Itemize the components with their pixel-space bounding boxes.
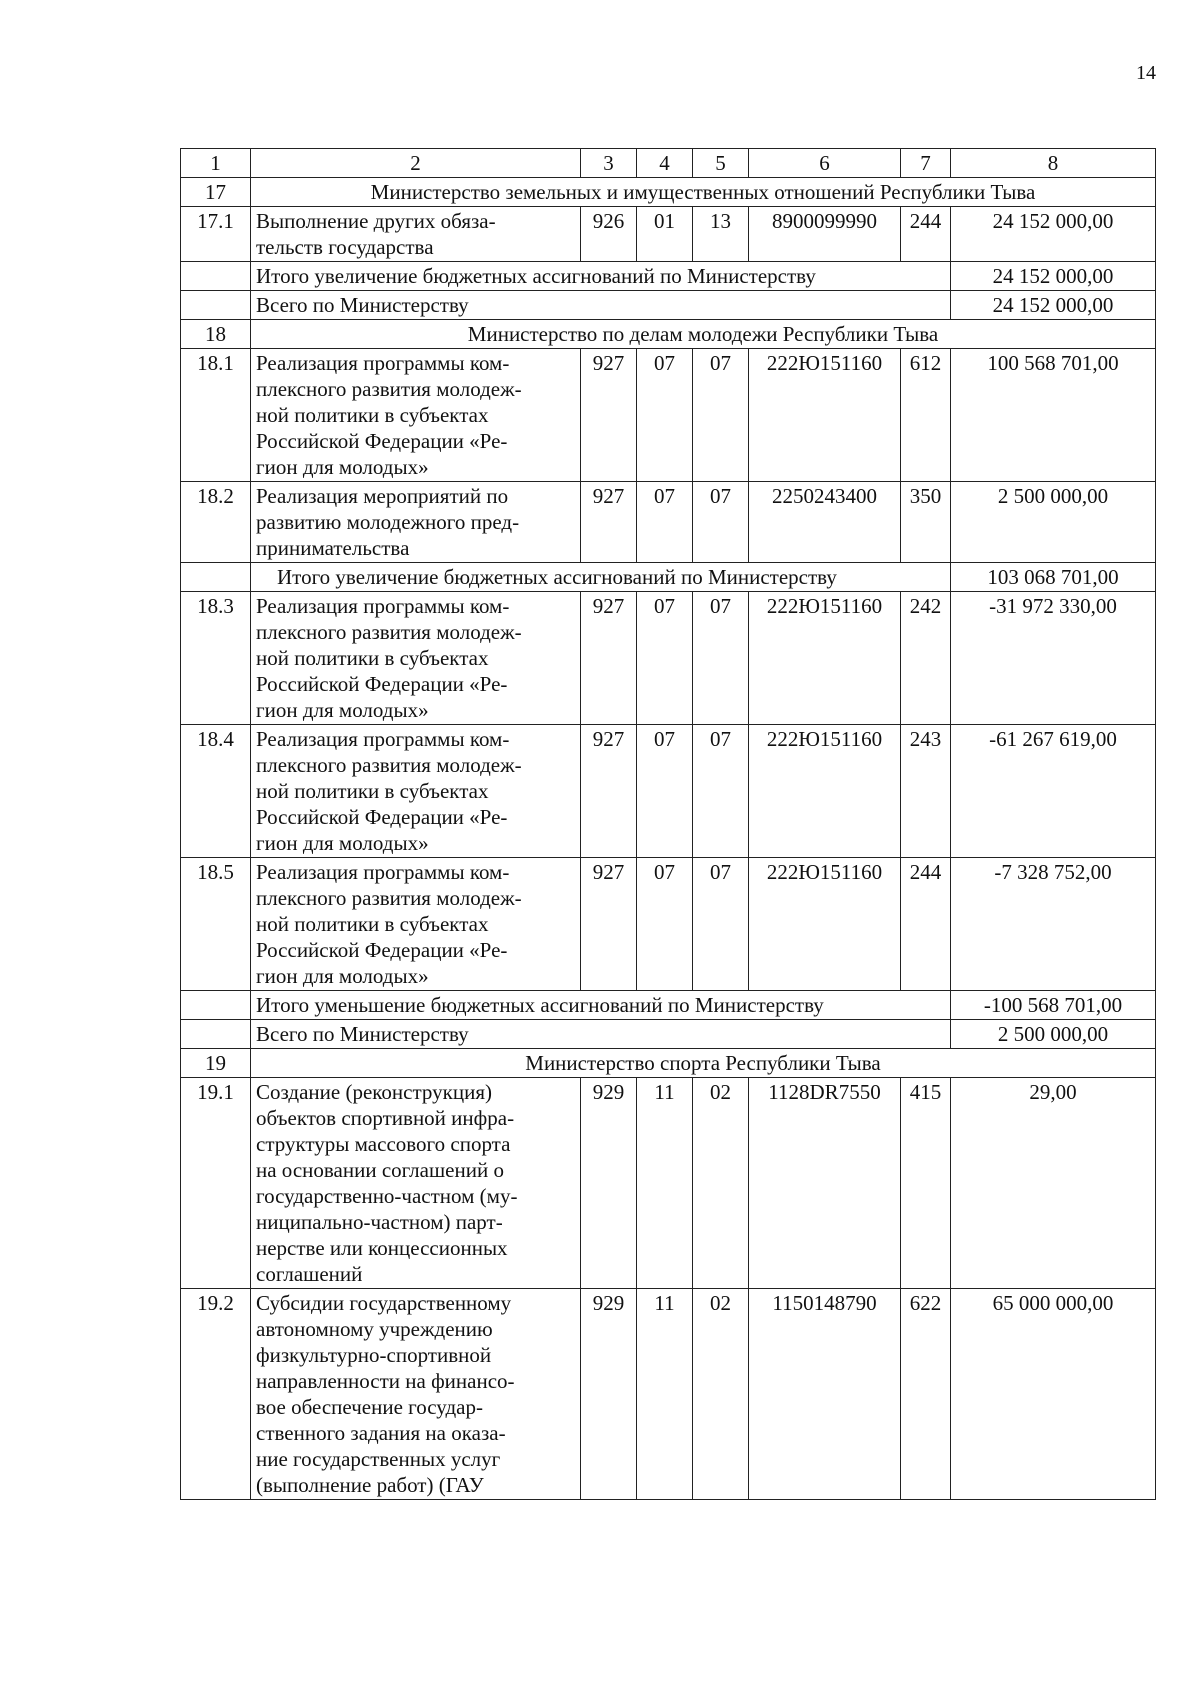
table-row bbox=[181, 1289, 1156, 1500]
expense-type-code: 244 bbox=[901, 858, 951, 991]
section-title: Министерство спорта Республики Тыва bbox=[251, 1049, 1156, 1078]
table-row bbox=[181, 349, 1156, 482]
target-article-code: 2250243400 bbox=[749, 482, 901, 563]
total-row bbox=[181, 563, 1156, 592]
total-amount: 2 500 000,00 bbox=[951, 1020, 1156, 1049]
subsection-code: 07 bbox=[693, 349, 749, 482]
subsection-code: 02 bbox=[693, 1289, 749, 1500]
total-amount: 24 152 000,00 bbox=[951, 291, 1156, 320]
subsection-code: 02 bbox=[693, 1078, 749, 1289]
total-row bbox=[181, 1020, 1156, 1049]
column-header-8: 8 bbox=[951, 149, 1156, 178]
ministry-code: 927 bbox=[581, 858, 637, 991]
row-description: Реализация программы ком- плексного развития молодеж- ной политики в субъектах Российской Федерации «Ре- гион для молодых» bbox=[251, 592, 581, 725]
ministry-code: 926 bbox=[581, 207, 637, 262]
target-article-code: 222Ю151160 bbox=[749, 858, 901, 991]
table-row bbox=[181, 858, 1156, 991]
amount: 65 000 000,00 bbox=[951, 1289, 1156, 1500]
row-description: Выполнение других обяза- тельств государства bbox=[251, 207, 581, 262]
section-code: 01 bbox=[637, 207, 693, 262]
amount: 29,00 bbox=[951, 1078, 1156, 1289]
budget-allocation-table bbox=[180, 148, 1156, 1500]
table-row bbox=[181, 207, 1156, 262]
section-number: 17 bbox=[181, 178, 251, 207]
total-label: Итого увеличение бюджетных ассигнований по Министерству bbox=[251, 262, 951, 291]
total-label: Итого увеличение бюджетных ассигнований по Министерству bbox=[251, 563, 951, 592]
section-code: 07 bbox=[637, 725, 693, 858]
total-amount: -100 568 701,00 bbox=[951, 991, 1156, 1020]
section-title: Министерство земельных и имущественных отношений Республики Тыва bbox=[251, 178, 1156, 207]
page-number: 14 bbox=[1136, 62, 1156, 84]
amount: 2 500 000,00 bbox=[951, 482, 1156, 563]
column-header-4: 4 bbox=[637, 149, 693, 178]
column-header-5: 5 bbox=[693, 149, 749, 178]
row-description: Реализация программы ком- плексного развития молодеж- ной политики в субъектах Российской Федерации «Ре- гион для молодых» bbox=[251, 858, 581, 991]
section-code: 07 bbox=[637, 482, 693, 563]
expense-type-code: 243 bbox=[901, 725, 951, 858]
target-article-code: 222Ю151160 bbox=[749, 592, 901, 725]
subsection-code: 07 bbox=[693, 725, 749, 858]
amount: -7 328 752,00 bbox=[951, 858, 1156, 991]
subsection-code: 13 bbox=[693, 207, 749, 262]
total-amount: 24 152 000,00 bbox=[951, 262, 1156, 291]
target-article-code: 8900099990 bbox=[749, 207, 901, 262]
ministry-code: 929 bbox=[581, 1289, 637, 1500]
target-article-code: 1150148790 bbox=[749, 1289, 901, 1500]
section-number: 18 bbox=[181, 320, 251, 349]
empty-cell bbox=[181, 291, 251, 320]
row-description: Субсидии государственному автономному учреждению физкультурно-спортивной направленности на финансо- вое обеспечение государ- ственного задания на оказа- ние государственных услуг (выполнение работ) (ГАУ bbox=[251, 1289, 581, 1500]
expense-type-code: 242 bbox=[901, 592, 951, 725]
empty-cell bbox=[181, 1020, 251, 1049]
ministry-code: 929 bbox=[581, 1078, 637, 1289]
total-label: Итого уменьшение бюджетных ассигнований по Министерству bbox=[251, 991, 951, 1020]
subsection-code: 07 bbox=[693, 482, 749, 563]
total-row bbox=[181, 262, 1156, 291]
subsection-code: 07 bbox=[693, 858, 749, 991]
column-header-3: 3 bbox=[581, 149, 637, 178]
table-row bbox=[181, 725, 1156, 858]
table-row bbox=[181, 592, 1156, 725]
expense-type-code: 350 bbox=[901, 482, 951, 563]
row-number: 17.1 bbox=[181, 207, 251, 262]
row-description: Реализация программы ком- плексного развития молодеж- ной политики в субъектах Российской Федерации «Ре- гион для молодых» bbox=[251, 349, 581, 482]
amount: 24 152 000,00 bbox=[951, 207, 1156, 262]
row-number: 18.4 bbox=[181, 725, 251, 858]
column-header-7: 7 bbox=[901, 149, 951, 178]
row-number: 19.1 bbox=[181, 1078, 251, 1289]
ministry-code: 927 bbox=[581, 725, 637, 858]
column-header-6: 6 bbox=[749, 149, 901, 178]
row-number: 19.2 bbox=[181, 1289, 251, 1500]
table-row bbox=[181, 1078, 1156, 1289]
column-header-2: 2 bbox=[251, 149, 581, 178]
row-number: 18.1 bbox=[181, 349, 251, 482]
section-code: 07 bbox=[637, 858, 693, 991]
total-label: Всего по Министерству bbox=[251, 291, 951, 320]
total-row bbox=[181, 291, 1156, 320]
table-row bbox=[181, 482, 1156, 563]
empty-cell bbox=[181, 563, 251, 592]
expense-type-code: 244 bbox=[901, 207, 951, 262]
section-row bbox=[181, 1049, 1156, 1078]
total-label: Всего по Министерству bbox=[251, 1020, 951, 1049]
amount: -31 972 330,00 bbox=[951, 592, 1156, 725]
target-article-code: 222Ю151160 bbox=[749, 725, 901, 858]
section-row bbox=[181, 178, 1156, 207]
ministry-code: 927 bbox=[581, 592, 637, 725]
target-article-code: 1128DR7550 bbox=[749, 1078, 901, 1289]
section-title: Министерство по делам молодежи Республики Тыва bbox=[251, 320, 1156, 349]
expense-type-code: 415 bbox=[901, 1078, 951, 1289]
row-number: 18.3 bbox=[181, 592, 251, 725]
row-description: Создание (реконструкция) объектов спортивной инфра- структуры массового спорта на основании соглашений о государственно-частном (му- ниципально-частном) парт- нерстве или концессионных соглашений bbox=[251, 1078, 581, 1289]
row-number: 18.2 bbox=[181, 482, 251, 563]
total-row bbox=[181, 991, 1156, 1020]
section-code: 07 bbox=[637, 592, 693, 725]
amount: 100 568 701,00 bbox=[951, 349, 1156, 482]
column-header-1: 1 bbox=[181, 149, 251, 178]
total-amount: 103 068 701,00 bbox=[951, 563, 1156, 592]
ministry-code: 927 bbox=[581, 349, 637, 482]
subsection-code: 07 bbox=[693, 592, 749, 725]
section-code: 07 bbox=[637, 349, 693, 482]
expense-type-code: 622 bbox=[901, 1289, 951, 1500]
row-description: Реализация программы ком- плексного развития молодеж- ной политики в субъектах Российской Федерации «Ре- гион для молодых» bbox=[251, 725, 581, 858]
header-row bbox=[181, 149, 1156, 178]
row-description: Реализация мероприятий по развитию молодежного пред- принимательства bbox=[251, 482, 581, 563]
empty-cell bbox=[181, 991, 251, 1020]
target-article-code: 222Ю151160 bbox=[749, 349, 901, 482]
section-row bbox=[181, 320, 1156, 349]
ministry-code: 927 bbox=[581, 482, 637, 563]
expense-type-code: 612 bbox=[901, 349, 951, 482]
amount: -61 267 619,00 bbox=[951, 725, 1156, 858]
section-code: 11 bbox=[637, 1289, 693, 1500]
row-number: 18.5 bbox=[181, 858, 251, 991]
empty-cell bbox=[181, 262, 251, 291]
section-code: 11 bbox=[637, 1078, 693, 1289]
section-number: 19 bbox=[181, 1049, 251, 1078]
